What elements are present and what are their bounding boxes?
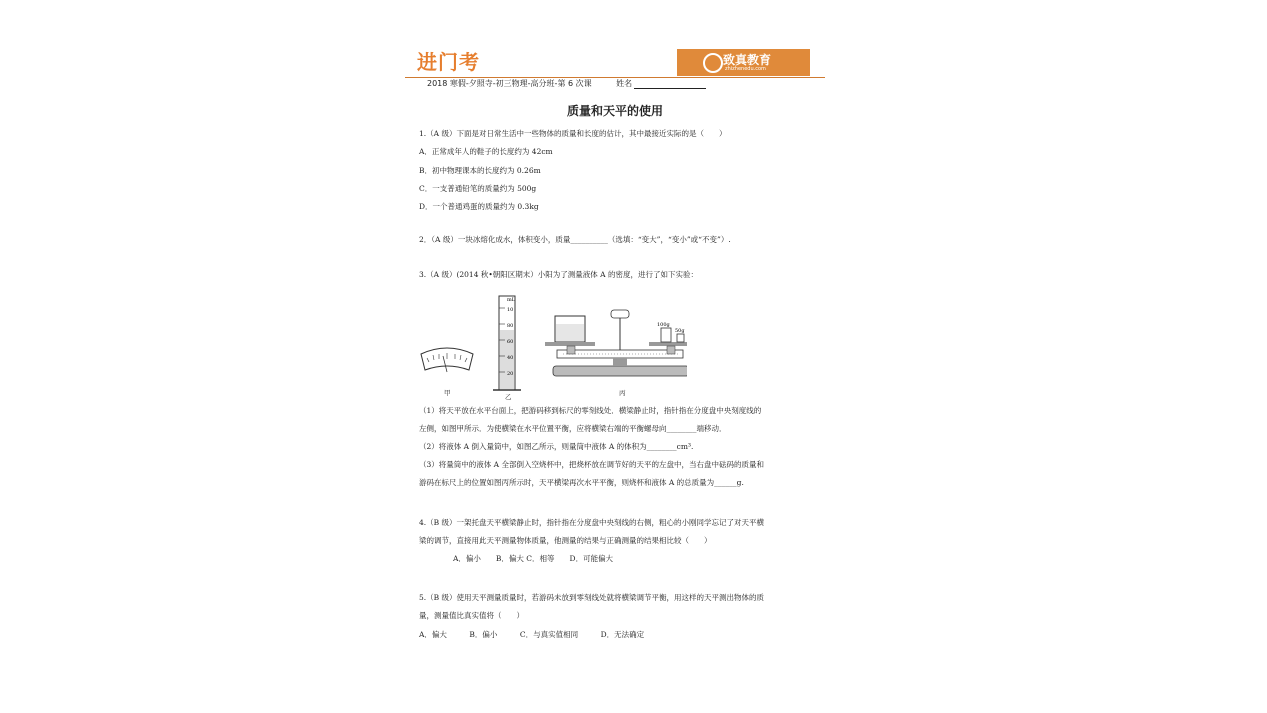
course-meta <box>427 78 706 89</box>
name-blank <box>634 80 706 89</box>
name-label: 姓名 <box>616 79 633 88</box>
q4-line-1: 4.（B 级）一架托盘天平横梁静止时，指针指在分度盘中央刻线的右侧，粗心的小刚同学忘记了对天平横 <box>419 518 765 527</box>
cyl-tick-1: 10 <box>507 307 514 313</box>
q4-line-2: 梁的调节，直接用此天平测量物体质量，他测量的结果与正确测量的结果相比较（ ） <box>419 536 712 545</box>
brand-right-logo <box>677 49 810 76</box>
cyl-tick-4: 40 <box>507 355 514 361</box>
q3-line-5: 游码在标尺上的位置如图丙所示时，天平横梁再次水平平衡，则烧杯和液体 A 的总质量为______g. <box>419 478 744 487</box>
q5-line-1: 5.（B 级）使用天平测量质量时，若游码未放到零刻线处就将横梁调节平衡，用这样的天平测出物体的质 <box>419 593 765 602</box>
exam-page <box>405 40 825 680</box>
balance-figure <box>417 288 687 402</box>
weight-50g: 50g <box>675 328 685 334</box>
q1-option-c: C．一支普通铅笔的质量约为 500g <box>419 184 537 193</box>
cyl-tick-5: 20 <box>507 371 514 377</box>
q1-option-b: B．初中物理课本的长度约为 0.26m <box>419 166 541 175</box>
fig-label-yi: 乙 <box>505 393 512 401</box>
brand-right-text: 致真教育 <box>723 53 772 67</box>
q1-option-d: D．一个普通鸡蛋的质量约为 0.3kg <box>419 202 539 211</box>
q2-stem: 2．（A 级）一块冰熔化成水，体积变小，质量__________（选填：“变大”，“变小”或“不变”）. <box>419 235 731 244</box>
brand-left-logo: 进门考 <box>417 50 480 74</box>
course-info: 2018 寒假-夕照寺-初三物理-高分班-第 6 次课 <box>427 79 592 88</box>
q5-options: A．偏大 B．偏小 C．与真实值相同 D．无法确定 <box>419 630 645 639</box>
fig-label-bing: 丙 <box>619 389 626 397</box>
cyl-tick-2: 80 <box>507 323 514 329</box>
page-header <box>405 44 825 76</box>
q4-options: A．偏小 B．偏大 C．相等 D．可能偏大 <box>453 554 614 563</box>
q5-line-2: 量，测量值比真实值将（ ） <box>419 611 524 620</box>
graduated-cylinder-icon <box>493 296 521 390</box>
dial-scale-icon <box>421 348 473 372</box>
balance-icon <box>545 310 687 376</box>
q3-stem: 3.（A 级）(2014 秋•朝阳区期末）小阳为了测量液体 A 的密度，进行了如下实验： <box>419 270 698 279</box>
page-title: 质量和天平的使用 <box>566 104 663 118</box>
brand-right-url: zhizhenedu.com <box>725 66 766 72</box>
q3-line-4: （3）将量筒中的液体 A 全部倒入空烧杯中，把烧杯放在调节好的天平的左盘中，当右盘中砝码的质量和 <box>419 460 764 469</box>
q1-stem: 1.（A 级）下面是对日常生活中一些物体的质量和长度的估计，其中最接近实际的是（ ） <box>419 129 727 138</box>
q3-line-2: 左侧，如图甲所示．为使横梁在水平位置平衡，应将横梁右端的平衡螺母向________端移动． <box>419 424 727 433</box>
q3-line-1: （1）将天平放在水平台面上，把游码移到标尺的零刻线处．横梁静止时，指针指在分度盘中央刻度线的 <box>419 406 762 415</box>
q1-option-a: A．正常成年人的鞋子的长度约为 42cm <box>419 147 553 156</box>
q3-figure <box>417 288 687 402</box>
cyl-unit: mL <box>507 297 516 303</box>
weight-100g: 100g <box>657 322 670 328</box>
fig-label-jia: 甲 <box>444 389 451 397</box>
cyl-tick-3: 60 <box>507 339 514 345</box>
brand-circle-icon <box>703 53 723 73</box>
q3-line-3: （2）将液体 A 倒入量筒中，如图乙所示，则量筒中液体 A 的体积为________cm³. <box>419 442 694 451</box>
